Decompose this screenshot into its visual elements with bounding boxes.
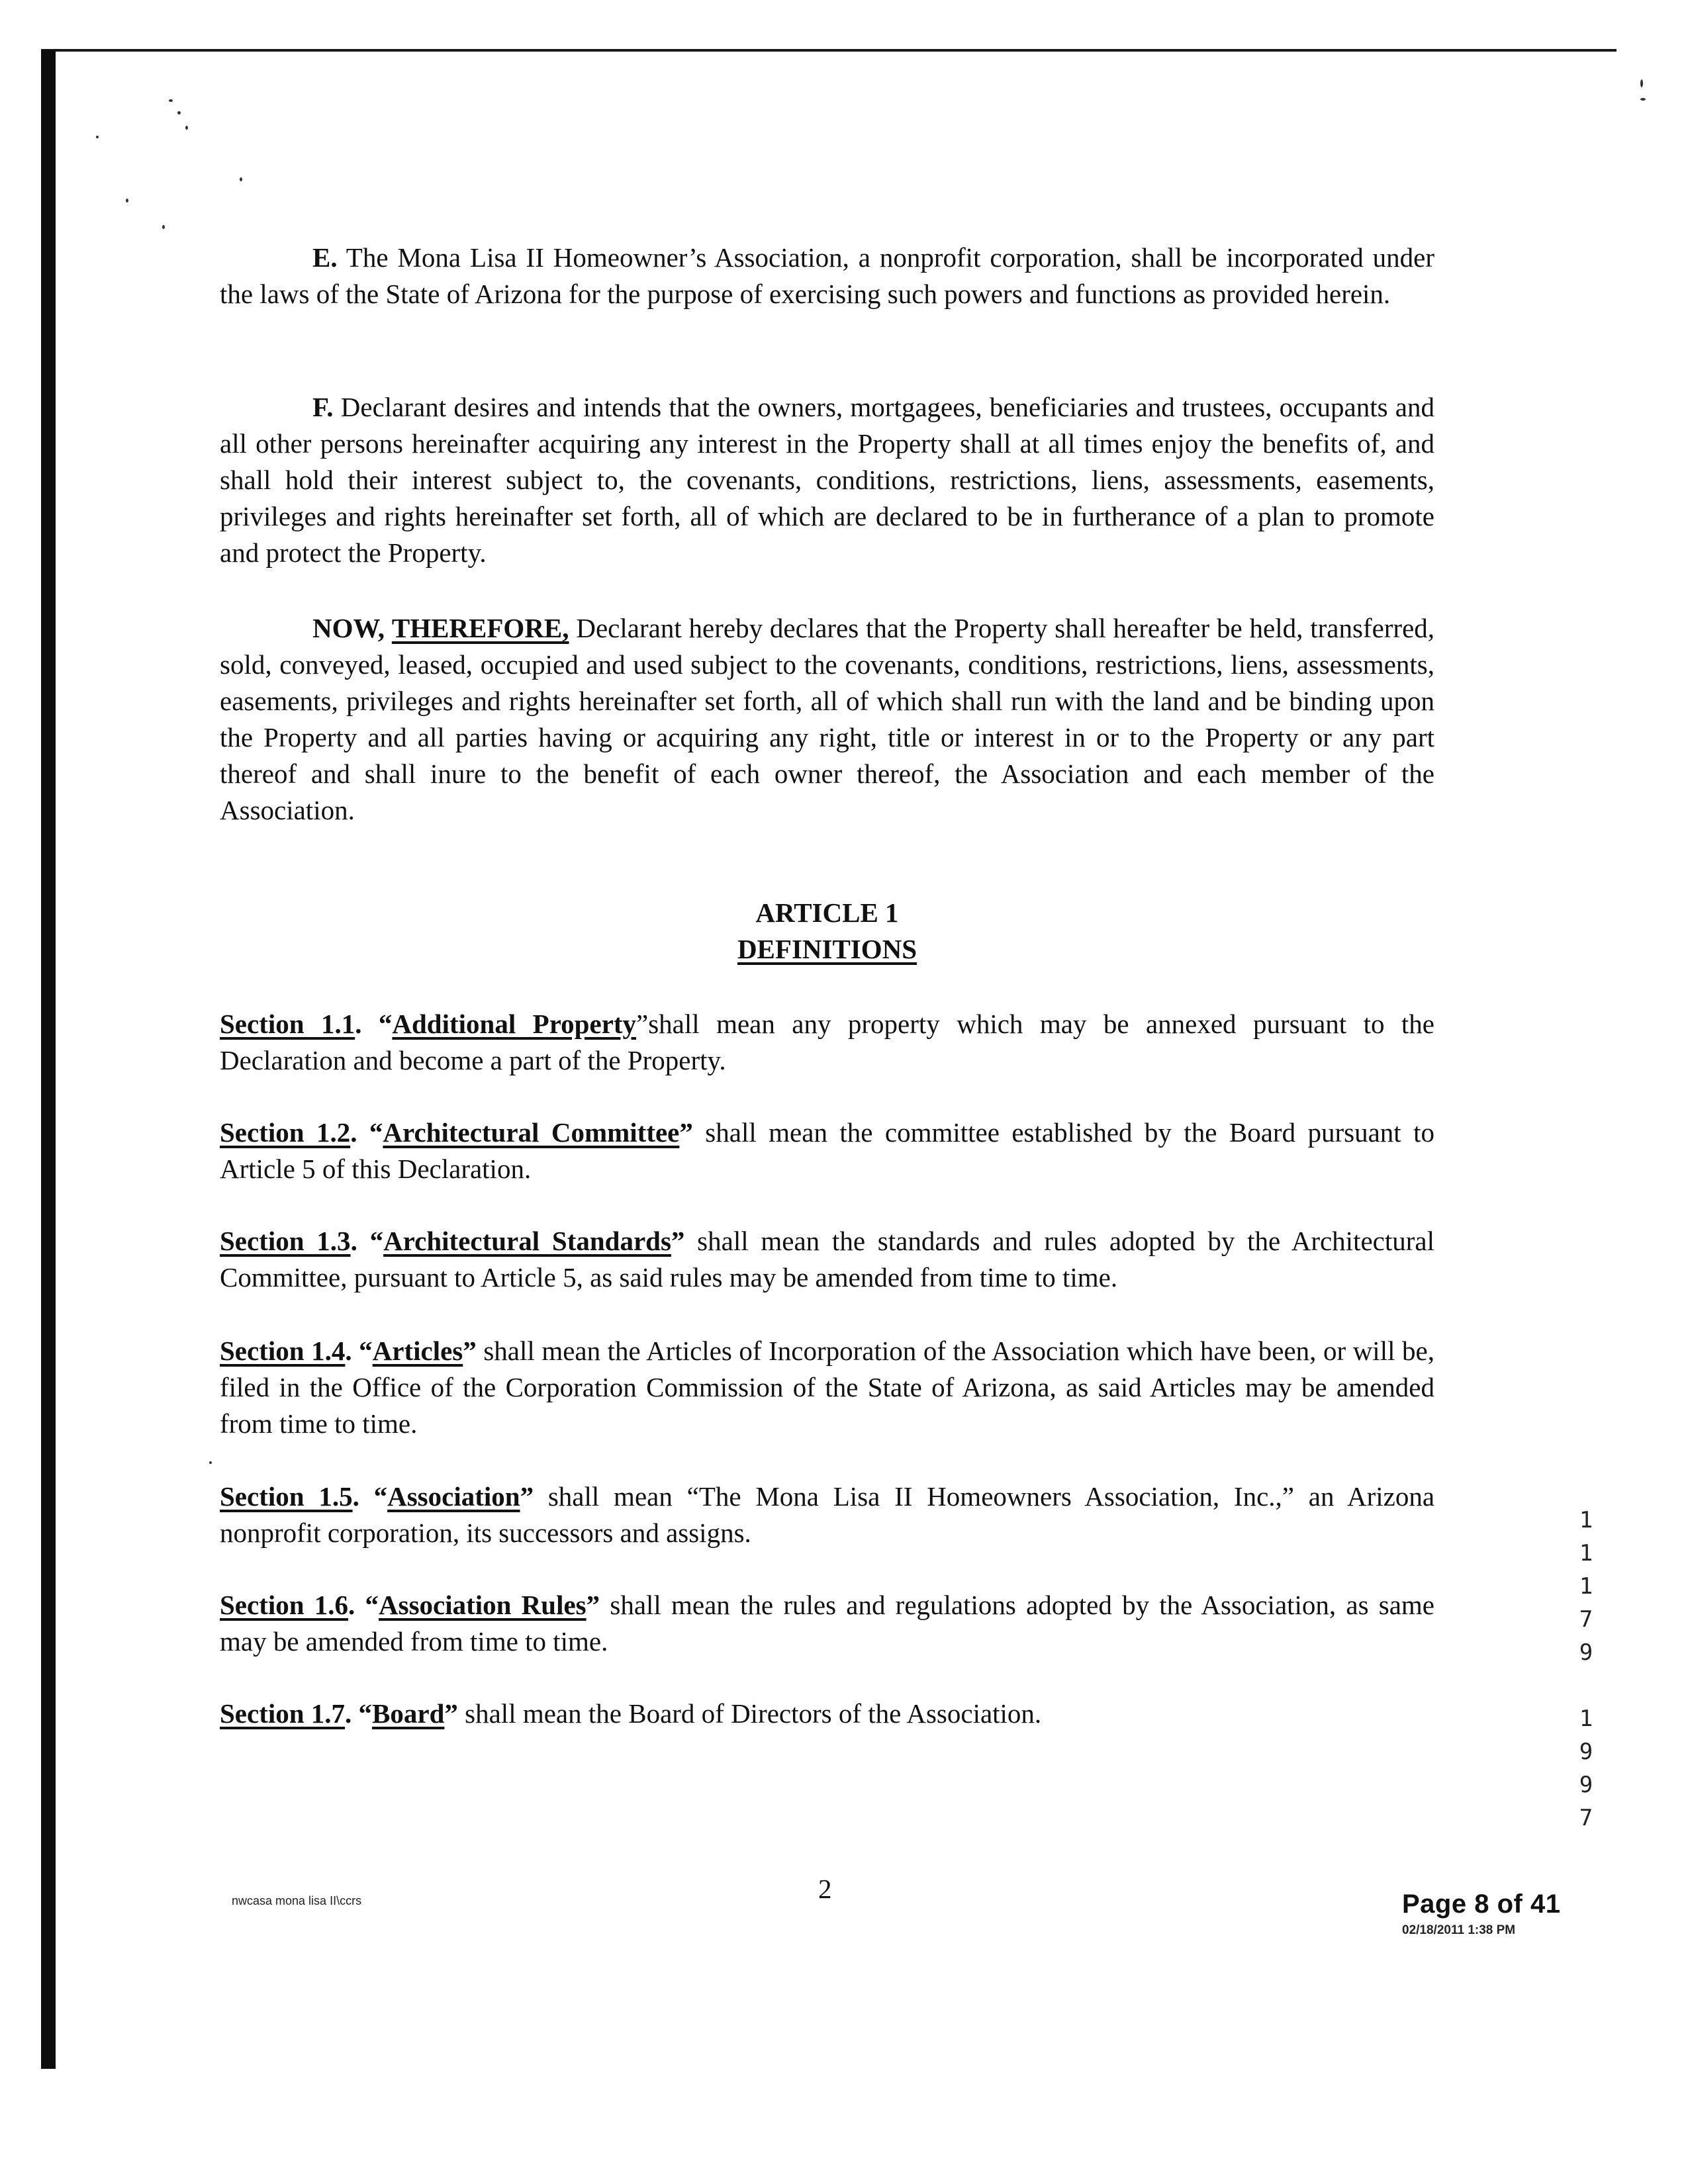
recording-number-upper: 11179	[1579, 1507, 1593, 1666]
section-1-5: Section 1.5. “Association” shall mean “The Mona Lisa II Homeowners Association, Inc.,” an Arizona nonprofit corporation, its successors and assigns.	[220, 1481, 1435, 1548]
defined-term: Articles	[372, 1336, 463, 1366]
definition-text: shall mean any property which may be annexed pursuant to the Declaration and become a part of the Property.	[220, 1009, 1434, 1075]
section-1-6: Section 1.6. “Association Rules” shall mean the rules and regulations adopted by the Association, as same may be amended from time to time.	[220, 1590, 1435, 1657]
definition-text: shall mean the Articles of Incorporation of the Association which have been, or will be, filed in the Office of the Corporation Commission of the State of Arizona, as said Articles may be amended from time to time.	[220, 1336, 1434, 1439]
definition-text: shall mean the standards and rules adopted by the Architectural Committee, pursuant to Article 5, as said rules may be amended from time to time.	[220, 1226, 1434, 1293]
footer-file-path: nwcasa mona lisa II\ccrs	[232, 1894, 362, 1907]
section-1-3: Section 1.3. “Architectural Standards” shall mean the standards and rules adopted by the Architectural Committee, pursuant to Article 5, as said rules may be amended from time to time.	[220, 1226, 1434, 1293]
paragraph-e-label: E.	[312, 242, 338, 273]
scan-speck	[96, 136, 99, 138]
paragraph-e	[220, 240, 1434, 312]
paragraph-f	[220, 389, 1434, 571]
section-1-7: Section 1.7. “Board” shall mean the Board of Directors of the Association.	[220, 1698, 1042, 1729]
section-number: Section 1.1	[220, 1009, 355, 1039]
scan-speck	[162, 225, 165, 229]
scan-top-edge	[41, 49, 1617, 52]
defined-term: Association Rules	[379, 1590, 586, 1620]
recording-number-lower: 1997	[1579, 1706, 1593, 1831]
section-number: Section 1.6	[220, 1590, 349, 1620]
defined-term: Board	[372, 1698, 445, 1729]
defined-term: Association	[387, 1481, 520, 1512]
section-1-1: Section 1.1. “Additional Property”shall mean any property which may be annexed pursuant to the Declaration and become a part of the Property.	[220, 1009, 1434, 1075]
now-label: NOW,	[312, 613, 385, 643]
scan-speck	[185, 126, 188, 130]
defined-term: Additional Property	[392, 1009, 637, 1039]
section-1-2: Section 1.2. “Architectural Committee” shall mean the committee established by the Board pursuant to Article 5 of this Declaration.	[220, 1117, 1434, 1184]
page-of-total: Page 8 of 41	[1402, 1889, 1561, 1919]
definition-text: shall mean the committee established by the Board pursuant to Article 5 of this Declaration.	[220, 1117, 1434, 1184]
paragraph-f-text: Declarant desires and intends that the owners, mortgagees, beneficiaries and trustees, occupants and all other persons hereinafter acquiring any interest in the Property shall at all times enjoy the benefits of, and shall hold their interest subject to, the covenants, conditions, restrictions, liens, assessments, easements, privileges and rights hereinafter set forth, all of which are declared to be in furtherance of a plan to promote and protect the Property.	[220, 392, 1435, 568]
scan-speck	[240, 177, 242, 181]
section-1-4: Section 1.4. “Articles” shall mean the Articles of Incorporation of the Association which have been, or will be, filed in the Office of the Corporation Commission of the State of Arizona, as said Articles may be amended from time to time.	[220, 1336, 1434, 1439]
section-number: Section 1.7	[220, 1698, 346, 1729]
scan-speck	[169, 99, 173, 102]
definition-text: shall mean the Board of Directors of the Association.	[457, 1698, 1042, 1729]
section-number: Section 1.3	[220, 1226, 351, 1256]
footer-page-number: 2	[818, 1874, 832, 1904]
scan-speck	[1640, 98, 1646, 101]
definition-text: shall mean the rules and regulations adopted by the Association, as same may be amended from time to time.	[220, 1590, 1435, 1657]
defined-term: Architectural Committee	[383, 1117, 680, 1148]
definition-text: shall mean “The Mona Lisa II Homeowners Association, Inc.,” an Arizona nonprofit corporation, its successors and assigns.	[220, 1481, 1435, 1548]
paragraph-f-label: F.	[312, 392, 334, 422]
section-number: Section 1.4	[220, 1336, 346, 1366]
now-therefore-text: Declarant hereby declares that the Property shall hereafter be held, transferred, sold, conveyed, leased, occupied and used subject to the covenants, conditions, restrictions, liens, assessments, easements, privileges and rights hereinafter set forth, all of which shall run with the land and be binding upon the Property and all parties having or acquiring any right, title or interest in or to the Property or any part thereof and shall inure to the benefit of each owner thereof, the Association and each member of the Association.	[220, 613, 1435, 825]
scan-left-edge	[41, 50, 56, 2069]
therefore-label: THEREFORE,	[391, 613, 569, 643]
article-title: DEFINITIONS	[737, 934, 917, 964]
scan-speck	[177, 111, 181, 114]
section-number: Section 1.2	[220, 1117, 351, 1148]
scan-speck	[209, 1461, 212, 1464]
recording-timestamp: 02/18/2011 1:38 PM	[1402, 1923, 1516, 1937]
defined-term: Architectural Standards	[383, 1226, 671, 1256]
scan-speck	[126, 199, 128, 203]
paragraph-e-text: The Mona Lisa II Homeowner’s Association, a nonprofit corporation, shall be incorporated under the laws of the State of Arizona for the purpose of exercising such powers and functions as provided herein.	[220, 242, 1434, 309]
section-number: Section 1.5	[220, 1481, 353, 1512]
article-heading	[220, 895, 1434, 968]
scan-speck	[1640, 79, 1643, 87]
now-therefore-paragraph	[220, 610, 1434, 829]
article-number: ARTICLE 1	[755, 897, 899, 928]
